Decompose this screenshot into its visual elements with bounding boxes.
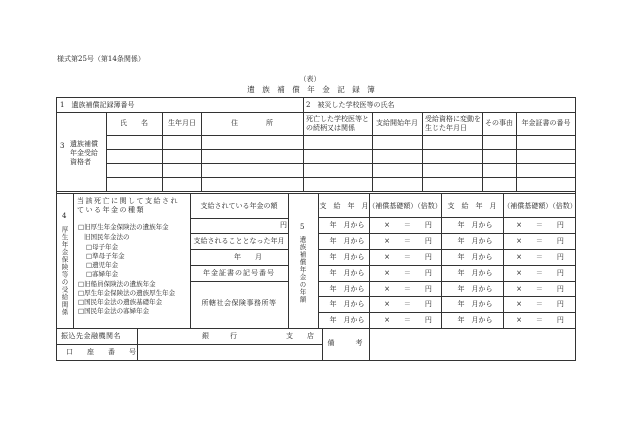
col-month-left: 支 給 年 月 — [319, 202, 369, 210]
calc-cell: × ＝ 円 — [516, 316, 564, 324]
pension-type-item[interactable]: □厚生年金保険法の遺族厚生年金 — [78, 289, 176, 297]
col-address: 住 所 — [231, 119, 273, 127]
calc-cell: × ＝ 円 — [384, 237, 432, 245]
calc-cell: × ＝ 円 — [516, 300, 564, 308]
month-cell: 年 月から — [457, 269, 493, 277]
pension-type-item[interactable]: □旧船員保険法の遺族年金 — [78, 280, 156, 288]
month-cell: 年 月から — [329, 285, 365, 293]
pension-type-item[interactable]: □母子年金 — [86, 243, 119, 251]
col-certificate: 年金証書の番号 — [521, 119, 571, 127]
office-header: 所轄社会保険事務所等 — [201, 299, 277, 307]
start-date-header: 支給されることとなった年月 — [193, 237, 285, 245]
pension-type-item[interactable]: □国民年金法の遺族基礎年金 — [78, 298, 163, 306]
col-compensation-right: （補償基礎額）（倍数） — [503, 202, 577, 210]
cert-number-header: 年金証書の記号番号 — [203, 269, 275, 277]
col-month-right: 支 給 年 月 — [447, 202, 497, 210]
section5-label: 遺族補償年金の年額 — [298, 236, 307, 304]
pension-type-header: 当該死亡に関して支給されている年金の種類 — [77, 197, 179, 214]
month-cell: 年 月から — [457, 300, 493, 308]
calc-cell: × ＝ 円 — [516, 253, 564, 261]
col-name: 氏 名 — [120, 119, 148, 127]
account-number-label: 口 座 番 号 — [66, 348, 136, 356]
month-cell: 年 月から — [329, 300, 365, 308]
bank-label: 振込先金融機関名 — [61, 332, 121, 340]
section4-label: 厚生年金保険等の受給関係 — [60, 226, 69, 316]
pension-type-item[interactable]: □準母子年金 — [86, 252, 125, 260]
col-change-date: 受給資格に変動を生じた年月日 — [425, 115, 481, 132]
calc-cell: × ＝ 円 — [516, 237, 564, 245]
start-date-value: 年 月 — [234, 253, 262, 261]
month-cell: 年 月から — [329, 316, 365, 324]
month-cell: 年 月から — [457, 285, 493, 293]
col-compensation-left: （補償基礎額）（倍数） — [368, 202, 442, 210]
bank-branch-text: 銀 行 支 店 — [202, 332, 314, 340]
page-title: 遺 族 補 償 年 金 記 録 簿 — [247, 85, 375, 94]
calc-cell: × ＝ 円 — [516, 221, 564, 229]
pension-type-item[interactable]: □寡婦年金 — [86, 270, 119, 278]
col-reason: その事由 — [485, 119, 513, 127]
front-side-label: （表） — [299, 75, 321, 83]
section4-number: 4 — [62, 212, 67, 220]
section3-label: 遺族補償年金受給資格者 — [70, 140, 98, 166]
amount-yen: 円 — [280, 221, 287, 229]
month-cell: 年 月から — [457, 253, 493, 261]
calc-cell: × ＝ 円 — [384, 316, 432, 324]
col-relation: 死亡した学校医等との続柄又は関係 — [306, 115, 369, 132]
record-number-label: 1 遺族補償記録簿番号 — [60, 101, 135, 109]
col-birth: 生年月日 — [168, 119, 196, 127]
deceased-name-label: 2 被災した学校医等の氏名 — [306, 101, 395, 109]
calc-cell: × ＝ 円 — [384, 300, 432, 308]
amount-header: 支給されている年金の額 — [200, 202, 278, 210]
calc-cell: × ＝ 円 — [516, 285, 564, 293]
month-cell: 年 月から — [457, 316, 493, 324]
calc-cell: × ＝ 円 — [384, 253, 432, 261]
month-cell: 年 月から — [457, 221, 493, 229]
pension-type-item[interactable]: □旧厚生年金保険法の遺族年金 — [78, 223, 169, 231]
section3-number: 3 — [60, 142, 65, 150]
col-payment-start: 支給開始年月 — [376, 119, 418, 127]
calc-cell: × ＝ 円 — [384, 269, 432, 277]
calc-cell: × ＝ 円 — [384, 221, 432, 229]
month-cell: 年 月から — [329, 221, 365, 229]
calc-cell: × ＝ 円 — [384, 285, 432, 293]
pension-type-item[interactable]: □遺児年金 — [86, 261, 119, 269]
pension-type-item[interactable]: □国民年金法の寡婦年金 — [78, 307, 150, 315]
remarks-label: 備 考 — [327, 339, 363, 347]
pension-type-item: 旧国民年金法の — [84, 233, 130, 241]
form-number: 様式第25号（第14条関係） — [57, 55, 145, 63]
month-cell: 年 月から — [457, 237, 493, 245]
month-cell: 年 月から — [329, 269, 365, 277]
month-cell: 年 月から — [329, 253, 365, 261]
month-cell: 年 月から — [329, 237, 365, 245]
section5-number: 5 — [300, 223, 305, 231]
calc-cell: × ＝ 円 — [516, 269, 564, 277]
